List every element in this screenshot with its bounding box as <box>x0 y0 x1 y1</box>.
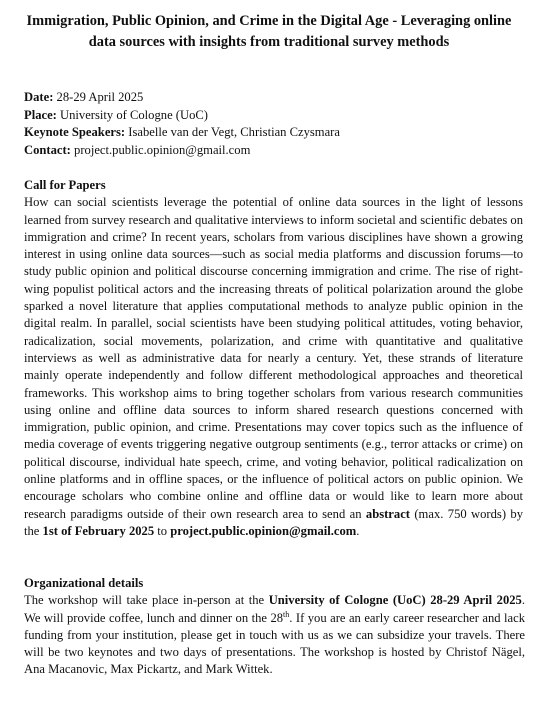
deadline: 1st of February 2025 <box>42 523 155 538</box>
date-value: 28-29 April 2025 <box>56 90 144 104</box>
call-for-papers-section <box>24 177 523 540</box>
organizational-details-body <box>24 592 525 678</box>
cfp-to-word: to <box>154 523 171 538</box>
place-value: University of Cologne (UoC) <box>60 107 208 122</box>
venue-date-bold: University of Cologne (UoC) 28-29 April 2025 <box>268 593 522 608</box>
organizational-details-heading: Organizational details <box>24 576 144 590</box>
call-for-papers-heading: Call for Papers <box>24 178 106 192</box>
contact-email[interactable]: project.public.opinion@gmail.com <box>74 142 251 157</box>
date-row: Date: 28-29 April 2025 <box>24 90 144 104</box>
abstract-word: abstract <box>365 506 410 521</box>
event-details <box>24 89 524 159</box>
cfp-body-text: How can social scientists leverage the potential of online data sources in the light of lessons learned from survey research and qualitative interviews to inform societal and scientific debates on immigration and crime? In recent years, scholars from various disciplines have shown a growing interest in using online data sources—such as social media platforms and discussion forums—to study public opinion and political discourse concerning immigration and crime. The rise of right-wing populist political actors and the increasing threats of political polarization around the globe sparked a novel literature that applies computational methods to analyze public opinion in the digital realm. In parallel, social scientists have been studying political attitudes, voting behavior, radicalization, social movements, polarization, and crime with quantitative and qualitative interviews as well as administrative data for nearly a century. Yet, these strands of literature mainly operate independently and follow different methodological approaches and theoretical frameworks. This workshop aims to bring together scholars from various research communities using online and offline data sources to inform shared research questions concerned with immigration, public opinion, and crime. Presentations may cover topics such as the influence of media coverage of events triggering negative outgroup sentiments (e.g., terror attacks or crime) on political discourse, individual hate speech, crime, and voting behavior, political radicalization on online platforms and in offline spaces, or the influence of political actors on public opinion. We encourage scholars who combine online and offline data or would like to learn more about research paradigms outside of their own research area to send an <box>24 195 524 521</box>
call-for-papers-body <box>24 194 523 540</box>
cfp-end: . <box>356 523 360 538</box>
document-title: Immigration, Public Opinion, and Crime in the Digital Age - Leveraging online data sources with insights from traditional survey methods <box>26 13 512 50</box>
keynote-label: Keynote Speakers <box>24 125 121 140</box>
ordinal-suffix: th <box>283 609 290 619</box>
keynote-row: Keynote Speakers: Isabelle van der Vegt, Christian Czysmara <box>24 125 340 140</box>
org-text-3: . If you are an early career researcher and lack funding from your institution, please get in touch with us as we can subsidize your travels. There will be two keynotes and two days of presentations. The workshop is hosted by Christof Nägel, Ana Macanovic, Max Pickartz, and Mark Wittek. <box>24 610 525 677</box>
org-text-1: The workshop will take place in-person at the <box>24 593 269 608</box>
contact-label: Contact <box>24 142 67 157</box>
place-row: Place: University of Cologne (UoC) <box>24 107 208 122</box>
contact-row: Contact: project.public.opinion@gmail.com <box>24 142 251 157</box>
cfp-after-abstract: (max. 750 words) by the <box>24 506 523 538</box>
submission-email[interactable]: project.public.opinion@gmail.com <box>170 523 357 538</box>
date-label: Date <box>24 90 50 104</box>
org-text-2: . We will provide coffee, lunch and dinner on the 28 <box>24 593 525 625</box>
organizational-details-section <box>24 575 525 679</box>
place-label: Place <box>24 107 53 122</box>
keynote-value: Isabelle van der Vegt, Christian Czysmara <box>128 125 340 140</box>
